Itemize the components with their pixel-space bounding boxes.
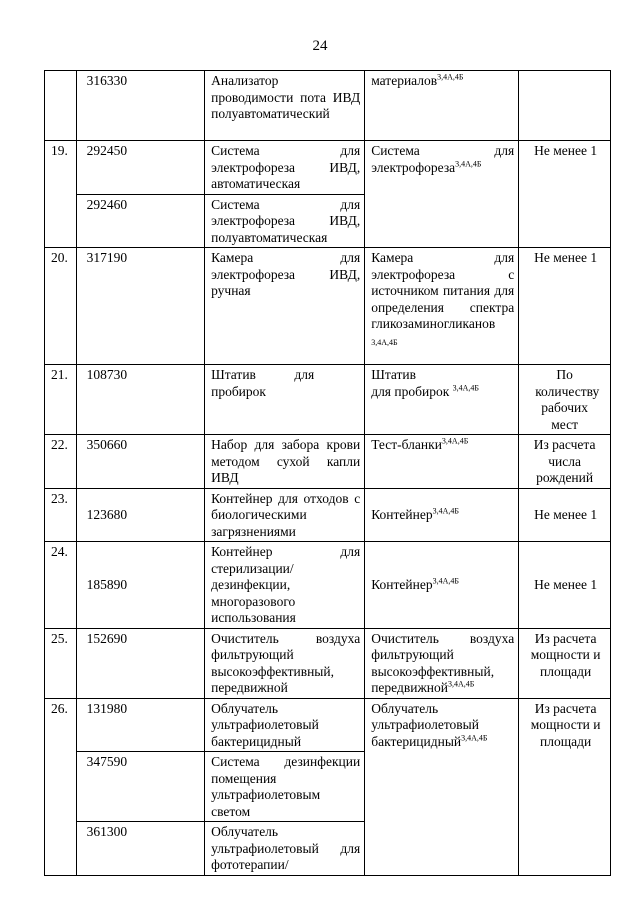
row-description: Тест-бланки$^{3,4А,4Б}$: [365, 435, 519, 489]
row-name: Набор для забора крови методом сухой капли ИВД: [205, 435, 365, 489]
page-number: 24: [312, 38, 328, 54]
row-code: 361300: [76, 822, 204, 876]
table-row: [45, 248, 611, 365]
row-name: Система дезинфекции помещения ультрафиолетовым светом: [205, 752, 365, 822]
row-description: Очиститель воздуха фильтрующий высокоэффективный, передвижной$^{3,4А,4Б}$: [365, 628, 519, 698]
row-description: материалов$^{3,4А,4Б}$: [365, 71, 519, 141]
row-code: 317190: [76, 248, 204, 365]
row-name: Облучатель ультрафиолетовый бактерицидный: [205, 698, 365, 752]
table-row: [45, 628, 611, 698]
row-quantity: По количеству рабочих мест: [519, 365, 611, 435]
row-code: 123680: [76, 488, 204, 542]
row-number: 20.: [45, 248, 77, 365]
row-name: Контейнер для отходов с биологическими загрязнениями: [205, 488, 365, 542]
row-number: 25.: [45, 628, 77, 698]
row-number: 26.: [45, 698, 77, 875]
table-row: [45, 141, 611, 195]
row-quantity: Не менее 1: [519, 141, 611, 248]
row-code: 347590: [76, 752, 204, 822]
row-code: 152690: [76, 628, 204, 698]
row-name: Система для электрофореза ИВД, автоматическая: [205, 141, 365, 195]
table-row: [45, 698, 611, 752]
row-number: 19.: [45, 141, 77, 248]
row-code: 131980: [76, 698, 204, 752]
row-quantity: Из расчета мощности и площади: [519, 698, 611, 875]
row-quantity: Не менее 1: [519, 248, 611, 365]
row-quantity: Не менее 1: [519, 488, 611, 542]
table-row: [45, 488, 611, 542]
row-number: [45, 71, 77, 141]
row-number: 22.: [45, 435, 77, 489]
row-number: 21.: [45, 365, 77, 435]
table-row: [45, 435, 611, 489]
table-row: [45, 71, 611, 141]
row-name: Камера для электрофореза ИВД, ручная: [205, 248, 365, 365]
row-description: Контейнер$^{3,4А,4Б}$: [365, 542, 519, 629]
row-name: Контейнер для стерилизации/ дезинфекции, многоразового использования: [205, 542, 365, 629]
row-description: Камера для электрофореза с источником питания для определения спектра гликозаминогликанов 3,4А,4Б: [365, 248, 519, 365]
row-code: 292450: [76, 141, 204, 195]
row-code: 292460: [76, 194, 204, 248]
row-description: Контейнер$^{3,4А,4Б}$: [365, 488, 519, 542]
row-description: Облучатель ультрафиолетовый бактерицидный$^{3,4А,4Б}$: [365, 698, 519, 875]
row-code: 316330: [76, 71, 204, 141]
row-code: 108730: [76, 365, 204, 435]
row-quantity: [519, 71, 611, 141]
row-name: Анализатор проводимости пота ИВД полуавтоматический: [205, 71, 365, 141]
equipment-table: [44, 70, 611, 876]
row-name: Облучатель ультрафиолетовый для фототерапии/: [205, 822, 365, 876]
row-quantity: Не менее 1: [519, 542, 611, 629]
table-row: [45, 365, 611, 435]
row-description: Штатив для пробирок $^{3,4А,4Б}$: [365, 365, 519, 435]
row-quantity: Из расчета мощности и площади: [519, 628, 611, 698]
row-number: 23.: [45, 488, 77, 542]
row-code: 185890: [76, 542, 204, 629]
row-name: Штатив для пробирок: [205, 365, 365, 435]
row-description: Система для электрофореза$^{3,4А,4Б}$: [365, 141, 519, 248]
row-code: 350660: [76, 435, 204, 489]
row-quantity: Из расчета числа рождений: [519, 435, 611, 489]
row-number: 24.: [45, 542, 77, 629]
row-name: Очиститель воздуха фильтрующий высокоэффективный, передвижной: [205, 628, 365, 698]
row-name: Система для электрофореза ИВД, полуавтоматическая: [205, 194, 365, 248]
table-row: [45, 542, 611, 629]
